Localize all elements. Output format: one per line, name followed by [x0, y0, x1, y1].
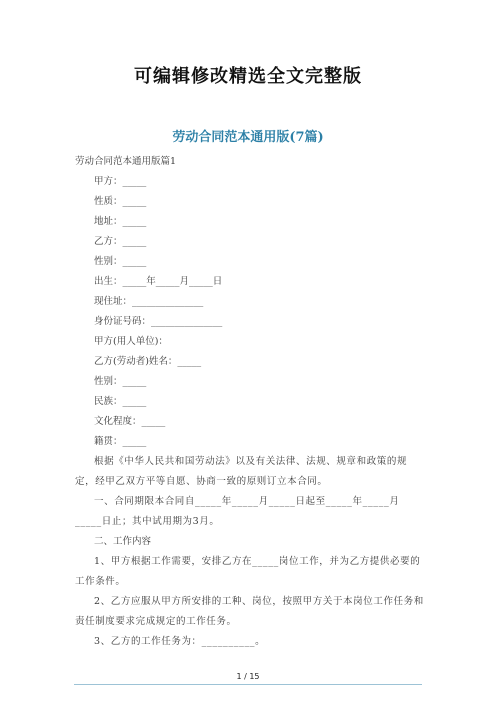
paragraph-clause-1: 1、甲方根据工作需要，安排乙方在_____岗位工作，并为乙方提供必要的工作条件。 [75, 556, 421, 587]
paragraph-preamble: 根据《中华人民共和国劳动法》以及有关法律、法规、规章和政策的规定，经甲乙双方平等自愿、协商一致的原则订立本合同。 [75, 456, 408, 487]
document-body [75, 152, 425, 652]
field-line: 现住址：_______________ [94, 296, 204, 307]
footer-divider [74, 684, 422, 685]
field-line: 性别：_____ [94, 256, 147, 267]
field-line: 地址：_____ [94, 216, 147, 227]
field-line: 文化程度：_____ [94, 416, 166, 427]
page-indicator: 1 / 15 [236, 672, 260, 681]
field-line: 身份证号码：_______________ [94, 316, 223, 327]
paragraph-clause-2: 2、乙方应服从甲方所安排的工种、岗位，按照甲方关于本岗位工作任务和责任制度要求完成规定的工作任务。 [75, 596, 424, 627]
field-line: 籍贯：_____ [94, 436, 147, 447]
section-heading-work-content: 二、工作内容 [94, 536, 152, 547]
field-line: 乙方(劳动者)姓名：_____ [94, 356, 202, 367]
field-line: 甲方(用人单位)： [94, 336, 168, 347]
paragraph-clause-3: 3、乙方的工作任务为：__________。 [94, 636, 266, 647]
field-line: 性别：_____ [94, 376, 147, 387]
field-line: 民族：_____ [94, 396, 147, 407]
field-line: 性质：_____ [94, 196, 147, 207]
field-line: 甲方：_____ [94, 176, 147, 187]
field-line: 出生：_____年_____月_____日 [94, 276, 223, 287]
page-header-title: 可编辑修改精选全文完整版 [134, 66, 362, 87]
paragraph-contract-term: 一、合同期限本合同自_____年_____月_____日起至_____年_____月_____日止；其中试用期为3月。 [75, 496, 400, 527]
field-line: 乙方：_____ [94, 236, 147, 247]
section-subtitle: 劳动合同范本通用版篇1 [75, 156, 177, 167]
document-title: 劳动合同范本通用版(7篇) [172, 130, 324, 145]
